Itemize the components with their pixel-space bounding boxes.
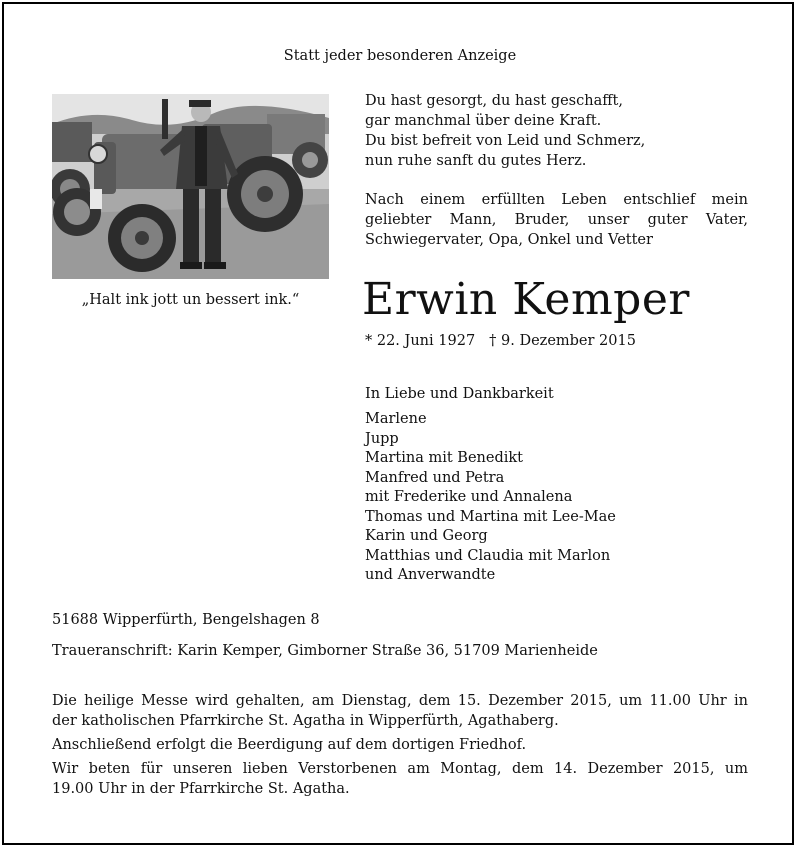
death-date: † 9. Dezember 2015	[489, 333, 636, 349]
burial-notice: Anschließend erfolgt die Beerdigung auf dem dortigen Friedhof.	[52, 737, 527, 753]
birth-date: * 22. Juni 1927	[365, 333, 476, 349]
family-member: Manfred und Petra	[365, 469, 505, 486]
poem-line: gar manchmal über deine Kraft.	[365, 113, 602, 129]
announcement-line: geliebter Mann, Bruder, unser guter Vater,	[365, 212, 748, 228]
thanks-line: In Liebe und Dankbarkeit	[365, 386, 554, 402]
portrait-photo	[52, 94, 329, 279]
mourning-address: Traueranschrift: Karin Kemper, Gimborner Straße 36, 51709 Marienheide	[52, 643, 598, 659]
family-member: Thomas und Martina mit Lee-Mae	[365, 508, 616, 525]
prayer-notice	[52, 760, 748, 799]
mass-line: der katholischen Pfarrkirche St. Agatha in Wipperfürth, Agathaberg.	[52, 712, 559, 729]
memorial-poem	[365, 91, 748, 171]
family-member: mit Frederike und Annalena	[365, 489, 573, 505]
family-member: Martina mit Benedikt	[365, 450, 523, 466]
poem-line: nun ruhe sanft du gutes Herz.	[365, 153, 587, 169]
prayer-line: 19.00 Uhr in der Pfarrkirche St. Agatha.	[52, 780, 350, 797]
family-member: und Anverwandte	[365, 567, 496, 583]
motto-quote: „Halt ink jott un bessert ink.“	[81, 292, 300, 308]
family-member: Karin und Georg	[365, 528, 488, 544]
family-member: Matthias und Claudia mit Marlon	[365, 547, 611, 564]
mass-notice	[52, 692, 748, 731]
announcement-line: Nach einem erfüllten Leben entschlief mein	[365, 192, 748, 208]
home-address: 51688 Wipperfürth, Bengelshagen 8	[52, 612, 320, 628]
poem-line: Du hast gesorgt, du hast geschafft,	[365, 93, 623, 109]
family-member: Jupp	[365, 430, 399, 447]
family-member: Marlene	[365, 411, 427, 427]
mass-line: Die heilige Messe wird gehalten, am Dienstag, dem 15. Dezember 2015, um 11.00 Uhr in	[52, 693, 748, 709]
family-list	[365, 410, 748, 586]
deceased-name: Erwin Kemper	[362, 274, 690, 325]
poem-line: Du bist befreit von Leid und Schmerz,	[365, 133, 646, 149]
header-note: Statt jeder besonderen Anzeige	[283, 48, 517, 64]
announcement-line: Schwiegervater, Opa, Onkel und Vetter	[365, 232, 653, 248]
prayer-line: Wir beten für unseren lieben Verstorbenen am Montag, dem 14. Dezember 2015, um	[52, 761, 748, 777]
life-dates	[365, 333, 748, 349]
announcement-text	[365, 190, 748, 250]
